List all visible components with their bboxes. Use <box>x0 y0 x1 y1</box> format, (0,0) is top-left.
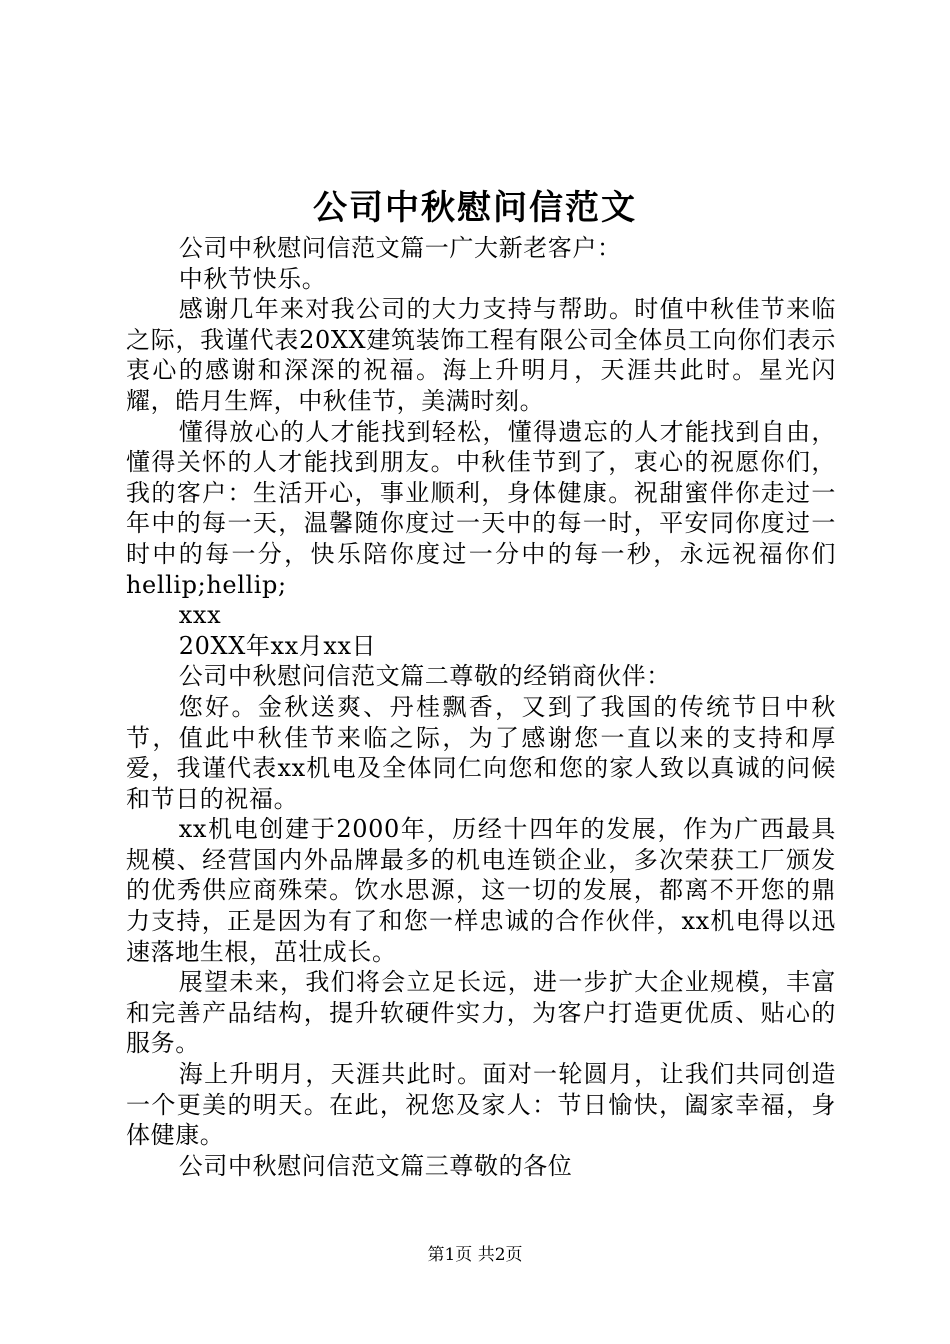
page-number-footer: 第1页 共2页 <box>427 1245 523 1265</box>
document-title: 公司中秋慰问信范文 <box>313 188 637 228</box>
paragraph-company-history: xx机电创建于2000年，历经十四年的发展，作为广西最具规模、经营国内外品牌最多的机电连锁企业，多次荣获工厂颁发的优秀供应商殊荣。饮水思源，这一切的发展，都离不开您的鼎力支持，正是因为有了和您一样忠诚的合作伙伴，xx机电得以迅速落地生根，茁壮成长。 <box>126 815 836 966</box>
paragraph-thanks: 感谢几年来对我公司的大力支持与帮助。时值中秋佳节来临之际，我谨代表20XX建筑装饰工程有限公司全体员工向你们表示衷心的感谢和深深的祝福。海上升明月，天涯共此时。星光闪耀，皓月生辉，中秋佳节，美满时刻。 <box>126 295 836 415</box>
paragraph-date: 20XX年xx月xx日 <box>178 631 377 660</box>
paragraph-greeting: 中秋节快乐。 <box>178 264 327 293</box>
paragraph-wishes: 懂得放心的人才能找到轻松，懂得遗忘的人才能找到自由，懂得关怀的人才能找到朋友。中秋佳节到了，衷心的祝愿你们，我的客户：生活开心，事业顺利，身体健康。祝甜蜜伴你走过一年中的每一天，温馨随你度过一天中的每一时，平安同你度过一时中的每一分，快乐陪你度过一分中的每一秒，永远祝福你们hellip;hellip; <box>126 417 836 599</box>
paragraph-closing-wishes: 海上升明月，天涯共此时。面对一轮圆月，让我们共同创造一个更美的明天。在此，祝您及家人：节日愉快，阖家幸福，身体健康。 <box>126 1060 836 1150</box>
paragraph-section-one-heading: 公司中秋慰问信范文篇一广大新老客户： <box>178 234 622 262</box>
paragraph-holiday-greeting: 您好。金秋送爽、丹桂飘香，又到了我国的传统节日中秋节，值此中秋佳节来临之际，为了感谢您一直以来的支持和厚爱，我谨代表xx机电及全体同仁向您和您的家人致以真诚的问候和节日的祝福。 <box>126 692 836 813</box>
document-body <box>126 233 836 1181</box>
paragraph-section-two-heading: 公司中秋慰问信范文篇二尊敬的经销商伙伴： <box>178 662 671 691</box>
paragraph-signature: xxx <box>178 601 222 630</box>
paragraph-future-outlook: 展望未来，我们将会立足长远，进一步扩大企业规模，丰富和完善产品结构，提升软硬件实力，为客户打造更优质、贴心的服务。 <box>126 968 836 1058</box>
paragraph-section-three-heading: 公司中秋慰问信范文篇三尊敬的各位 <box>178 1151 573 1180</box>
